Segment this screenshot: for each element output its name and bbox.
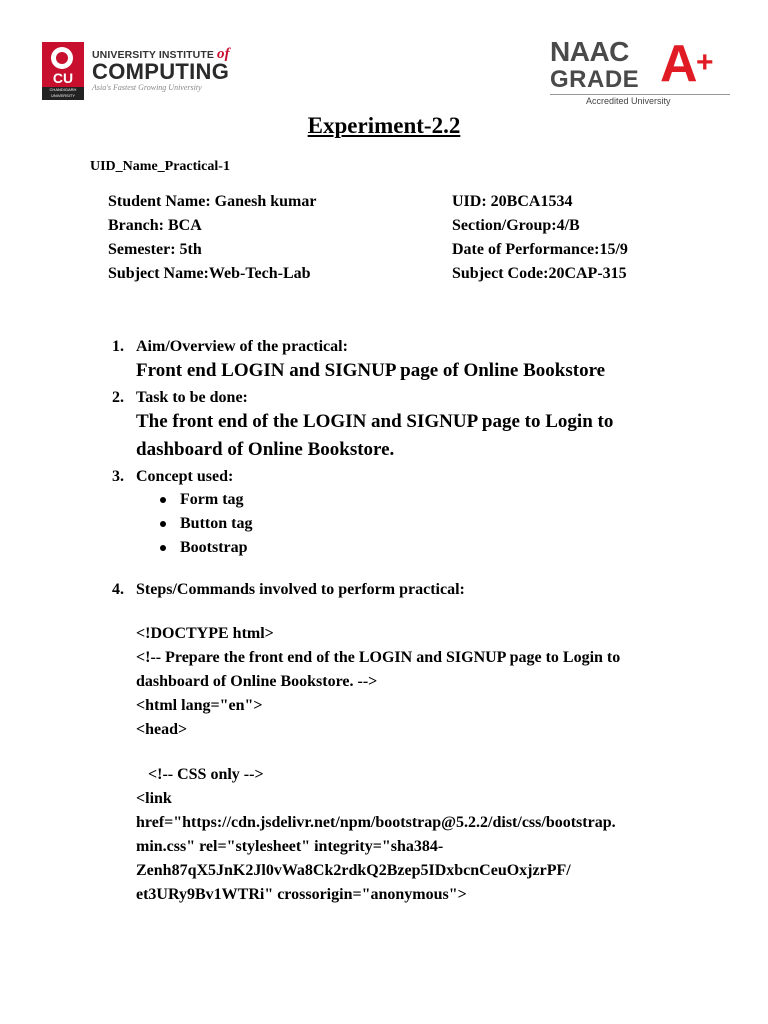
seal-text: CU [52, 70, 74, 86]
logo-divider [550, 94, 730, 95]
code-line: <!DOCTYPE html> [136, 625, 274, 642]
section-3-number: 3. [112, 468, 124, 485]
concept-item: Bootstrap [180, 539, 248, 556]
code-line: dashboard of Online Bookstore. --> [136, 673, 378, 690]
accredited-text: Accredited University [586, 96, 671, 106]
naac-text: NAAC [550, 36, 629, 67]
bullet-icon [160, 497, 166, 503]
university-institute-logo [42, 42, 242, 102]
code-line: <!-- CSS only --> [136, 766, 264, 783]
section-group: Section/Group:4/B [452, 217, 580, 234]
student-info-left [108, 190, 316, 286]
section-1-heading: Aim/Overview of the practical: [136, 338, 348, 355]
uid-name-line: UID_Name_Practical-1 [90, 159, 230, 174]
naac-grade-logo [548, 35, 733, 110]
bullet-icon [160, 521, 166, 527]
section-4-heading: Steps/Commands involved to perform practical: [136, 581, 465, 598]
section-4-number: 4. [112, 581, 124, 598]
section-3-heading: Concept used: [136, 468, 234, 485]
date-of-performance: Date of Performance:15/9 [452, 241, 628, 258]
student-name: Student Name: Ganesh kumar [108, 193, 317, 210]
cu-seal-icon [42, 42, 84, 100]
grade-value: A [660, 35, 698, 93]
seal-subtext: CHANDIGARH UNIVERSITY [42, 87, 84, 100]
plus-icon: + [696, 46, 714, 79]
subject-code: Subject Code:20CAP-315 [452, 265, 627, 282]
code-line: et3URy9Bv1WTRi" crossorigin="anonymous"> [136, 886, 467, 903]
code-line: <head> [136, 721, 188, 738]
code-line: Zenh87qX5JnK2Jl0vWa8Ck2rdkQ2Bzep5IDxbcnCeuOxjzrPF/ [136, 862, 571, 879]
subject-name: Subject Name:Web-Tech-Lab [108, 265, 311, 282]
grade-text: GRADE [550, 66, 640, 93]
code-line: <link [136, 790, 172, 807]
logo-line1: UNIVERSITY INSTITUTE of [92, 46, 230, 62]
section-1-number: 1. [112, 338, 124, 355]
code-line: href="https://cdn.jsdelivr.net/npm/bootstrap@5.2.2/dist/css/bootstrap. [136, 814, 616, 831]
section-2-heading: Task to be done: [136, 389, 248, 406]
code-line: <!-- Prepare the front end of the LOGIN and SIGNUP page to Login to [136, 649, 621, 666]
uid: UID: 20BCA1534 [452, 193, 573, 210]
section-2-content-line2: dashboard of Online Bookstore. [136, 439, 395, 460]
concept-item: Form tag [180, 491, 244, 508]
section-2-content-line1: The front end of the LOGIN and SIGNUP page to Login to [136, 411, 614, 432]
logo-line2: COMPUTING [92, 59, 230, 84]
concept-item: Button tag [180, 515, 253, 532]
code-line: min.css" rel="stylesheet" integrity="sha384- [136, 838, 444, 855]
sun-emblem-icon [51, 47, 73, 69]
section-1-content: Front end LOGIN and SIGNUP page of Online Bookstore [136, 360, 606, 381]
branch: Branch: BCA [108, 217, 202, 234]
section-2-number: 2. [112, 389, 124, 406]
student-info-right [452, 190, 628, 286]
logo-tagline: Asia's Fastest Growing University [92, 83, 202, 92]
semester: Semester: 5th [108, 241, 202, 258]
page-title: Experiment-2.2 [307, 113, 461, 138]
bullet-icon [160, 545, 166, 551]
code-line: <html lang="en"> [136, 697, 263, 714]
